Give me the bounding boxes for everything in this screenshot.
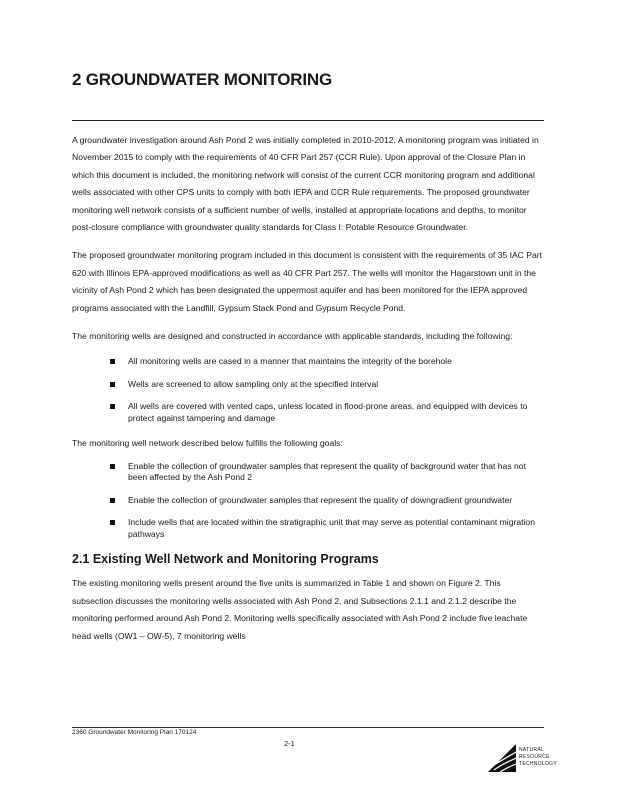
paragraph: The proposed groundwater monitoring program included in this document is consistent with the requirements of 35 IAC Part 620 with Illinois EPA-approved modifications as well as 40 CFR Part 257. The wells will monitor the Hagarstown unit in the vicinity of Ash Pond 2 which has been designated the uppermost aquifer and has been monitored for the IEPA approved programs associated with the Landfill, Gypsum Stack Pond and Gypsum Recycle Pond. [72, 250, 543, 313]
bullet-icon [110, 382, 115, 387]
footer-document-id: 2360 Groundwater Monitoring Plan 170124 [72, 729, 197, 736]
list-item: Wells are screened to allow sampling only at the specified interval [72, 379, 544, 391]
logo-mark-icon [486, 738, 518, 774]
bullet-list-standards [72, 356, 544, 424]
list-item: Enable the collection of groundwater samples that represent the quality of background water that has not been affected by the Ash Pond 2 [72, 461, 544, 484]
list-item: All wells are covered with vented caps, unless located in flood-prone areas, and equipped with devices to protect against tampering and damage [72, 401, 544, 424]
bullet-icon [110, 520, 115, 525]
paragraph: A groundwater investigation around Ash Pond 2 was initially completed in 2010-2012. A monitoring program was initiated in November 2015 to comply with the requirements of 40 CFR Part 257 (CCR Rule). Upon approval of the Closure Plan in which this document is included, the monitoring network will consist of the current CCR monitoring program and additional wells associated with other CPS units to comply with both IEPA and CCR Rule requirements. The proposed groundwater monitoring well network consists of a sufficient number of wells, installed at appropriate locations and depths, to monitor post-closure compliance with groundwater quality standards for Class I: Potable Resource Groundwater. [72, 135, 539, 233]
bullet-icon [110, 404, 115, 409]
title-divider [72, 120, 544, 121]
document-body [72, 132, 544, 656]
section-heading: 2.1 Existing Well Network and Monitoring Programs [72, 552, 379, 567]
bullet-icon [110, 359, 115, 364]
list-item: Include wells that are located within the stratigraphic unit that may serve as potential contaminant migration pathways [72, 517, 544, 540]
page-title: 2 GROUNDWATER MONITORING [72, 70, 332, 89]
list-item: All monitoring wells are cased in a manner that maintains the integrity of the borehole [72, 356, 544, 368]
logo-text: NATURAL RESOURCE TECHNOLOGY [519, 747, 558, 767]
bullet-icon [110, 464, 115, 469]
bullet-list-goals [72, 461, 544, 541]
footer-divider [72, 727, 544, 728]
bullet-icon [110, 498, 115, 503]
paragraph: The monitoring wells are designed and constructed in accordance with applicable standards, including the following: [72, 331, 513, 342]
page-number: 2-1 [284, 739, 295, 748]
list-item: Enable the collection of groundwater samples that represent the quality of downgradient groundwater [72, 495, 544, 507]
paragraph: The existing monitoring wells present around the five units is summarized in Table 1 and shown on Figure 2. This subsection discusses the monitoring wells associated with Ash Pond 2, and Subsections 2.1.1 and 2.1.2 describe the monitoring performed around Ash Pond 2. Monitoring wells specifically associated with Ash Pond 2 include five leachate head wells (OW1 – OW-5), 7 monitoring wells [72, 578, 528, 641]
paragraph: The monitoring well network described below fulfills the following goals: [72, 438, 343, 449]
company-logo [486, 738, 556, 774]
